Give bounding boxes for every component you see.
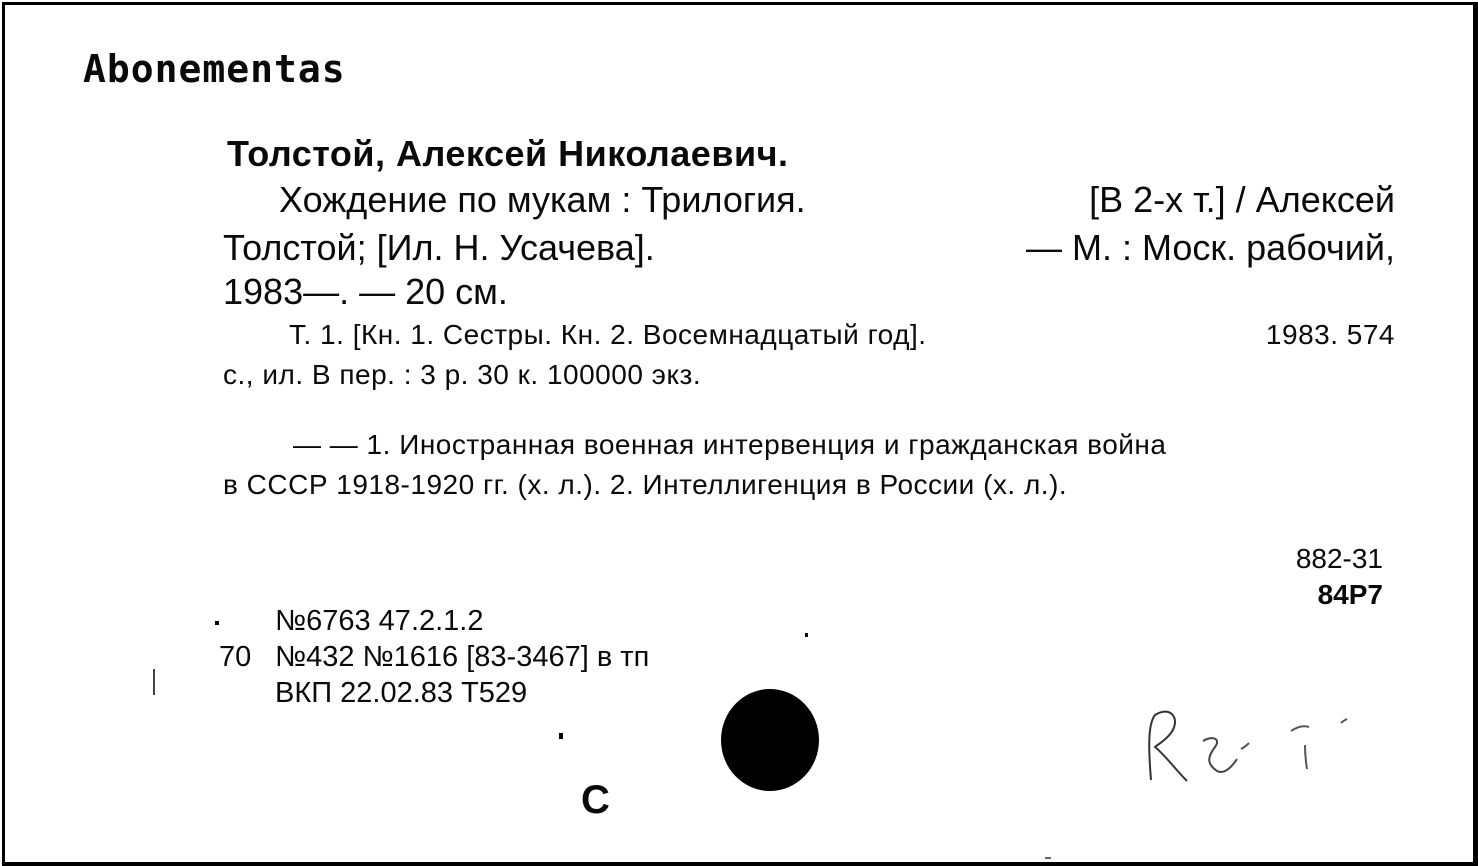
card-punch-hole: [721, 689, 819, 791]
volume-line-2-left: с., ил. В пер. : 3 р. 30 к. 100000 экз.: [223, 359, 702, 390]
speck-mark: [559, 733, 563, 739]
hole-letter: С: [581, 778, 610, 822]
library-stamp: Abonementas: [83, 47, 346, 91]
title-line-2-left: Толстой; [Ил. Н. Усачева].: [223, 227, 655, 268]
record-prefix: 70: [219, 641, 252, 673]
speck-mark: [805, 633, 808, 637]
speck-mark: [215, 621, 219, 625]
catalog-card: [2, 2, 1478, 866]
title-line-3-left: 1983—. — 20 см.: [223, 271, 508, 312]
subject-line-1: [293, 429, 1395, 461]
record-line-1: №6763 47.2.1.2: [275, 605, 484, 637]
title-line-1-left: Хождение по мукам : Трилогия.: [279, 179, 806, 220]
speck-mark: [1045, 857, 1051, 859]
class-code-1: 882-31: [1295, 543, 1383, 574]
volume-line-1-right: 1983. 574: [1265, 319, 1395, 350]
title-line-3: [223, 271, 1395, 313]
margin-mark: [153, 669, 155, 695]
volume-line-1: [289, 319, 1395, 351]
subject-line-1-left: — — 1. Иностранная военная интервенция и гражданская война: [293, 429, 1167, 460]
record-line-2: №432 №1616 [83-3467] в тп: [275, 641, 650, 673]
title-line-2: [223, 227, 1395, 269]
volume-line-2: [223, 359, 1395, 391]
handwritten-initials: [1141, 705, 1361, 795]
title-line-1: [279, 179, 1395, 221]
class-code-2: 84Р7: [1317, 579, 1383, 610]
subject-line-2: [223, 469, 1373, 501]
title-line-2-right: — М. : Моск. рабочий,: [1025, 227, 1395, 268]
record-line-3: ВКП 22.02.83 Т529: [275, 677, 528, 709]
subject-line-2-left: в СССР 1918-1920 гг. (х. л.). 2. Интеллигенция в России (х. л.).: [223, 469, 1068, 500]
title-line-1-right: [В 2-х т.] / Алексей: [1089, 179, 1395, 220]
volume-line-1-left: Т. 1. [Кн. 1. Сестры. Кн. 2. Восемнадцатый год].: [289, 319, 927, 350]
author-heading: Толстой, Алексей Николаевич.: [227, 133, 789, 174]
